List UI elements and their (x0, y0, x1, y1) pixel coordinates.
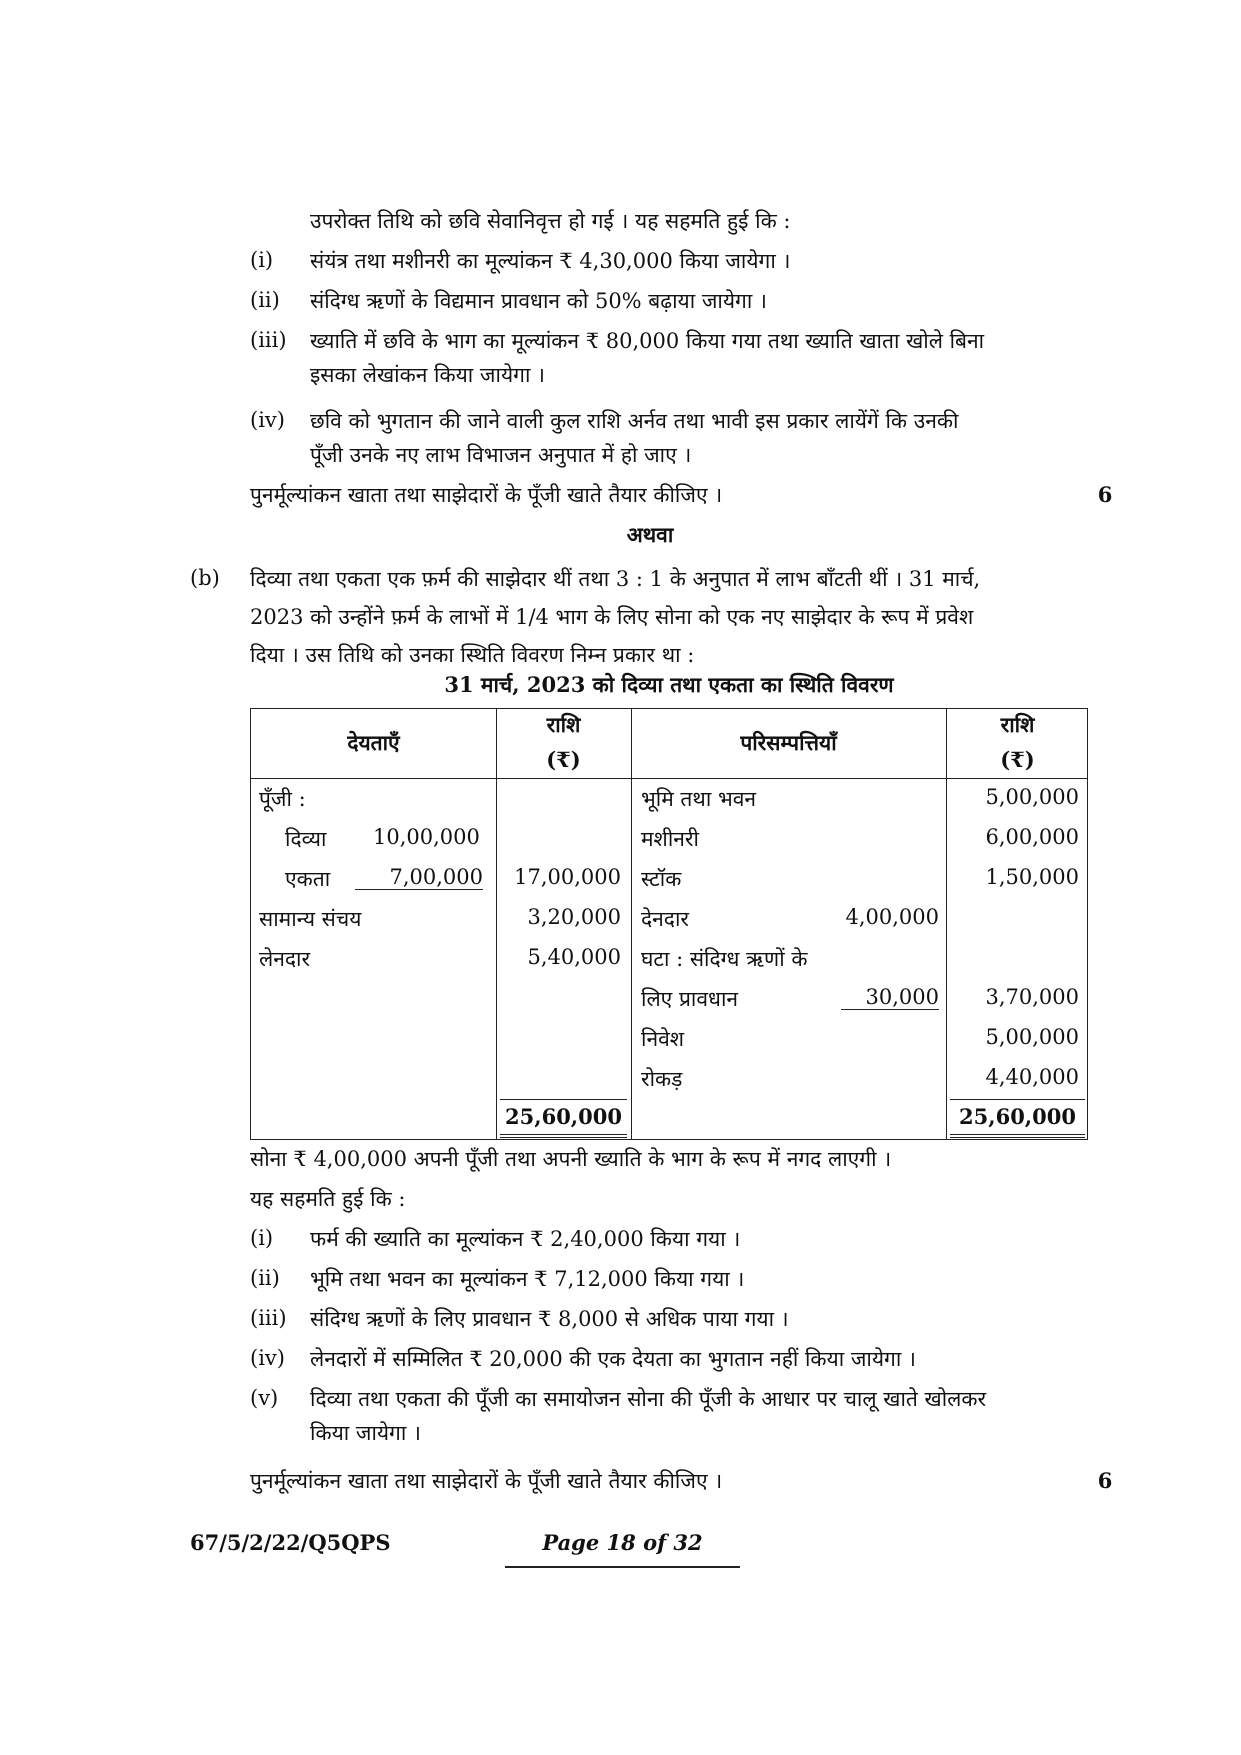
liability-capital-total: 17,00,000 (514, 865, 621, 889)
item-number: (ii) (250, 288, 280, 312)
item-text: फर्म की ख्याति का मूल्यांकन ₹ 2,40,000 किया गया । (310, 1227, 741, 1251)
asset-investment-amount: 5,00,000 (985, 1025, 1079, 1049)
intro-text: उपरोक्त तिथि को छवि सेवानिवृत्त हो गई । यह सहमति हुई कि : (310, 209, 791, 233)
item-text: संयंत्र तथा मशीनरी का मूल्यांकन ₹ 4,30,000 किया जायेगा । (310, 249, 791, 273)
item-number: (v) (250, 1386, 279, 1410)
item-text: संदिग्ध ऋणों के लिए प्रावधान ₹ 8,000 से अधिक पाया गया । (310, 1307, 789, 1331)
question-text: दिव्या तथा एकता एक फ़र्म की साझेदार थीं तथा 3 : 1 के अनुपात में लाभ बाँटती थीं । 31 मार्च, (250, 567, 981, 591)
marks-label: 6 (1097, 1468, 1113, 1493)
item-text: छवि को भुगतान की जाने वाली कुल राशि अर्नव तथा भावी इस प्रकार लायेंगें कि उनकी (310, 409, 959, 433)
cash-brought-text: सोना ₹ 4,00,000 अपनी पूँजी तथा अपनी ख्याति के भाग के रूप में नगद लाएगी । (250, 1147, 892, 1171)
liability-capital: पूँजी : (259, 787, 306, 811)
asset-provision-amount: 30,000 (841, 985, 939, 1010)
asset-stock-amount: 1,50,000 (985, 865, 1079, 889)
item-text: भूमि तथा भवन का मूल्यांकन ₹ 7,12,000 किया गया । (310, 1267, 745, 1291)
table-title: 31 मार्च, 2023 को दिव्या तथा एकता का स्थिति विवरण (444, 672, 894, 697)
asset-debtors-amount: 4,00,000 (845, 905, 939, 929)
asset-land-amount: 5,00,000 (985, 785, 1079, 809)
liability-creditors: लेनदार (259, 947, 311, 971)
agreement-intro: यह सहमति हुई कि : (250, 1187, 406, 1211)
item-number: (iii) (250, 328, 287, 352)
question-label: (b) (190, 566, 220, 590)
item-text: पूँजी उनके नए लाभ विभाजन अनुपात में हो जाए । (310, 443, 692, 467)
liability-ekta: एकता (285, 867, 331, 891)
asset-land: भूमि तथा भवन (641, 787, 757, 811)
item-number: (iv) (250, 1346, 285, 1370)
question-text: दिया । उस तिथि को उनका स्थिति विवरण निम्न प्रकार था : (250, 643, 695, 667)
total-assets: 25,60,000 (950, 1099, 1085, 1138)
item-number: (i) (250, 1226, 274, 1250)
balance-sheet-table (250, 708, 1088, 1140)
liability-ekta-amount: 7,00,000 (355, 865, 483, 890)
header-liabilities: देयताएँ (347, 730, 400, 755)
page-number-underline (505, 1566, 740, 1568)
header-amount-unit: (₹) (1000, 747, 1035, 772)
item-number: (i) (250, 248, 274, 272)
liability-divya-amount: 10,00,000 (373, 825, 480, 849)
liability-divya: दिव्या (285, 827, 327, 851)
item-text: दिव्या तथा एकता की पूँजी का समायोजन सोना की पूँजी के आधार पर चालू खाते खोलकर (310, 1387, 987, 1411)
asset-machinery-amount: 6,00,000 (985, 825, 1079, 849)
asset-cash: रोकड़ (641, 1067, 683, 1091)
item-text: संदिग्ध ऋणों के विद्यमान प्रावधान को 50% बढ़ाया जायेगा । (310, 289, 767, 313)
asset-debtors: देनदार (641, 907, 689, 931)
item-number: (iv) (250, 408, 285, 432)
instruction-text: पुनर्मूल्यांकन खाता तथा साझेदारों के पूँजी खाते तैयार कीजिए । (250, 483, 723, 507)
asset-stock: स्टॉक (641, 867, 682, 891)
item-number: (ii) (250, 1266, 280, 1290)
total-liabilities: 25,60,000 (500, 1099, 627, 1138)
marks-label: 6 (1097, 482, 1113, 507)
liability-general-reserve-amount: 3,20,000 (527, 905, 621, 929)
header-amount: राशि (546, 712, 581, 737)
asset-investment: निवेश (641, 1027, 685, 1051)
asset-provision: लिए प्रावधान (641, 987, 739, 1011)
asset-less-provision: घटा : संदिग्ध ऋणों के (641, 947, 808, 971)
asset-cash-amount: 4,40,000 (985, 1065, 1079, 1089)
item-number: (iii) (250, 1306, 287, 1330)
item-text: इसका लेखांकन किया जायेगा । (310, 363, 546, 387)
header-amount: राशि (1000, 712, 1035, 737)
instruction-text: पुनर्मूल्यांकन खाता तथा साझेदारों के पूँजी खाते तैयार कीजिए । (250, 1469, 723, 1493)
liability-general-reserve: सामान्य संचय (259, 907, 362, 931)
liability-creditors-amount: 5,40,000 (527, 945, 621, 969)
header-amount-unit: (₹) (546, 747, 581, 772)
or-heading: अथवा (626, 522, 674, 547)
question-text: 2023 को उन्होंने फ़र्म के लाभों में 1/4 भाग के लिए सोना को एक नए साझेदार के रूप में प्रवेश (250, 605, 974, 629)
header-assets: परिसम्पत्तियाँ (740, 730, 837, 755)
page-number: Page 18 of 32 (542, 1530, 703, 1555)
item-text: लेनदारों में सम्मिलित ₹ 20,000 की एक देयता का भुगतान नहीं किया जायेगा । (310, 1347, 916, 1371)
item-text: ख्याति में छवि के भाग का मूल्यांकन ₹ 80,000 किया गया तथा ख्याति खाता खोले बिना (310, 329, 985, 353)
item-text: किया जायेगा । (310, 1421, 421, 1445)
paper-code: 67/5/2/22/Q5QPS (190, 1530, 391, 1555)
asset-machinery: मशीनरी (641, 827, 699, 851)
asset-net-debtors-amount: 3,70,000 (985, 985, 1079, 1009)
